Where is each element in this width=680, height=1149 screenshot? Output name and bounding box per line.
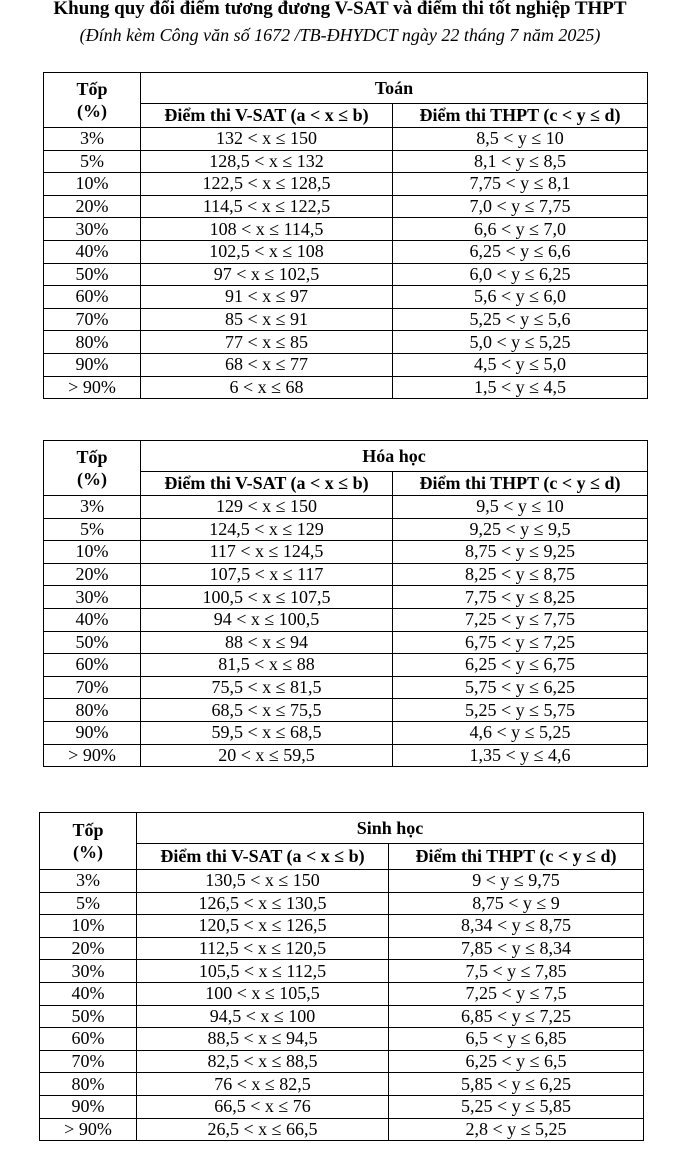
vsat-cell: 75,5 < x ≤ 81,5 <box>141 676 393 699</box>
top-cell: > 90% <box>40 1118 137 1141</box>
thpt-cell: 9,5 < y ≤ 10 <box>393 496 648 519</box>
table-row <box>44 541 648 564</box>
conversion-table-chemistry <box>43 440 648 767</box>
vsat-cell: 97 < x ≤ 102,5 <box>141 263 393 286</box>
top-cell: 90% <box>40 1095 137 1118</box>
top-cell: 30% <box>40 960 137 983</box>
document-title: Khung quy đổi điểm tương đương V-SAT và điểm thi tốt nghiệp THPT <box>53 0 627 19</box>
thpt-cell: 5,25 < y ≤ 5,75 <box>393 699 648 722</box>
thpt-cell: 5,75 < y ≤ 6,25 <box>393 676 648 699</box>
thpt-column-header: Điểm thi THPT (c < y ≤ d) <box>393 472 648 496</box>
top-cell: 40% <box>44 608 141 631</box>
top-cell: 3% <box>44 128 141 151</box>
vsat-cell: 117 < x ≤ 124,5 <box>141 541 393 564</box>
top-cell: 60% <box>44 654 141 677</box>
table-row <box>44 744 648 767</box>
thpt-cell: 8,5 < y ≤ 10 <box>393 128 648 151</box>
top-cell: 5% <box>40 892 137 915</box>
top-cell: 90% <box>44 721 141 744</box>
table-row <box>44 376 648 399</box>
top-cell: 70% <box>44 308 141 331</box>
thpt-cell: 7,0 < y ≤ 7,75 <box>393 195 648 218</box>
top-cell: 10% <box>40 915 137 938</box>
subject-header: Sinh học <box>137 813 644 844</box>
vsat-cell: 81,5 < x ≤ 88 <box>141 654 393 677</box>
vsat-column-header: Điểm thi V-SAT (a < x ≤ b) <box>141 472 393 496</box>
vsat-cell: 94 < x ≤ 100,5 <box>141 608 393 631</box>
thpt-cell: 5,6 < y ≤ 6,0 <box>393 286 648 309</box>
table-row <box>40 1050 644 1073</box>
table-row <box>40 1118 644 1141</box>
table-row <box>40 915 644 938</box>
thpt-cell: 6,25 < y ≤ 6,5 <box>389 1050 644 1073</box>
subject-header: Toán <box>141 73 648 104</box>
top-percent-header: Tốp (%) <box>44 441 141 496</box>
vsat-cell: 107,5 < x ≤ 117 <box>141 563 393 586</box>
vsat-cell: 59,5 < x ≤ 68,5 <box>141 721 393 744</box>
top-percent-header: Tốp (%) <box>40 813 137 870</box>
thpt-cell: 6,25 < y ≤ 6,6 <box>393 240 648 263</box>
table-row <box>40 1028 644 1051</box>
thpt-cell: 7,85 < y ≤ 8,34 <box>389 937 644 960</box>
vsat-cell: 66,5 < x ≤ 76 <box>137 1095 389 1118</box>
vsat-cell: 88 < x ≤ 94 <box>141 631 393 654</box>
thpt-cell: 6,25 < y ≤ 6,75 <box>393 654 648 677</box>
top-cell: 10% <box>44 541 141 564</box>
thpt-cell: 2,8 < y ≤ 5,25 <box>389 1118 644 1141</box>
table-row <box>44 496 648 519</box>
top-cell: 60% <box>40 1028 137 1051</box>
top-percent-header: Tốp (%) <box>44 73 141 128</box>
table-row <box>44 331 648 354</box>
table-row <box>44 676 648 699</box>
vsat-cell: 124,5 < x ≤ 129 <box>141 518 393 541</box>
table-row <box>44 721 648 744</box>
top-cell: 3% <box>44 496 141 519</box>
vsat-cell: 91 < x ≤ 97 <box>141 286 393 309</box>
thpt-cell: 8,25 < y ≤ 8,75 <box>393 563 648 586</box>
vsat-cell: 105,5 < x ≤ 112,5 <box>137 960 389 983</box>
top-cell: 80% <box>44 331 141 354</box>
top-cell: 20% <box>44 563 141 586</box>
table-row <box>44 699 648 722</box>
thpt-cell: 7,25 < y ≤ 7,5 <box>389 982 644 1005</box>
vsat-column-header: Điểm thi V-SAT (a < x ≤ b) <box>137 844 389 870</box>
table-row <box>40 892 644 915</box>
top-cell: 80% <box>44 699 141 722</box>
top-cell: 60% <box>44 286 141 309</box>
top-cell: 5% <box>44 518 141 541</box>
table-row <box>44 654 648 677</box>
top-cell: > 90% <box>44 376 141 399</box>
conversion-table-math <box>43 72 648 399</box>
thpt-cell: 5,25 < y ≤ 5,85 <box>389 1095 644 1118</box>
vsat-cell: 82,5 < x ≤ 88,5 <box>137 1050 389 1073</box>
thpt-cell: 7,5 < y ≤ 7,85 <box>389 960 644 983</box>
vsat-cell: 20 < x ≤ 59,5 <box>141 744 393 767</box>
top-cell: > 90% <box>44 744 141 767</box>
vsat-cell: 126,5 < x ≤ 130,5 <box>137 892 389 915</box>
table-row <box>44 218 648 241</box>
thpt-cell: 7,75 < y ≤ 8,25 <box>393 586 648 609</box>
thpt-cell: 6,85 < y ≤ 7,25 <box>389 1005 644 1028</box>
table-row <box>40 1073 644 1096</box>
table-row <box>44 286 648 309</box>
thpt-cell: 9,25 < y ≤ 9,5 <box>393 518 648 541</box>
top-cell: 10% <box>44 173 141 196</box>
thpt-cell: 6,0 < y ≤ 6,25 <box>393 263 648 286</box>
vsat-cell: 76 < x ≤ 82,5 <box>137 1073 389 1096</box>
thpt-cell: 6,5 < y ≤ 6,85 <box>389 1028 644 1051</box>
vsat-cell: 122,5 < x ≤ 128,5 <box>141 173 393 196</box>
table-row <box>44 240 648 263</box>
table-row <box>44 608 648 631</box>
thpt-column-header: Điểm thi THPT (c < y ≤ d) <box>389 844 644 870</box>
table-row <box>40 982 644 1005</box>
vsat-cell: 129 < x ≤ 150 <box>141 496 393 519</box>
thpt-cell: 5,85 < y ≤ 6,25 <box>389 1073 644 1096</box>
thpt-cell: 8,1 < y ≤ 8,5 <box>393 150 648 173</box>
thpt-cell: 6,75 < y ≤ 7,25 <box>393 631 648 654</box>
vsat-cell: 77 < x ≤ 85 <box>141 331 393 354</box>
top-cell: 20% <box>44 195 141 218</box>
top-cell: 30% <box>44 586 141 609</box>
table-row <box>40 937 644 960</box>
vsat-cell: 6 < x ≤ 68 <box>141 376 393 399</box>
table-row <box>44 150 648 173</box>
vsat-cell: 88,5 < x ≤ 94,5 <box>137 1028 389 1051</box>
table-row <box>44 353 648 376</box>
top-cell: 3% <box>40 870 137 893</box>
vsat-cell: 112,5 < x ≤ 120,5 <box>137 937 389 960</box>
thpt-cell: 8,75 < y ≤ 9 <box>389 892 644 915</box>
table-row <box>44 518 648 541</box>
conversion-table-biology <box>39 812 644 1141</box>
vsat-cell: 26,5 < x ≤ 66,5 <box>137 1118 389 1141</box>
vsat-cell: 94,5 < x ≤ 100 <box>137 1005 389 1028</box>
table-row <box>44 128 648 151</box>
thpt-cell: 4,6 < y ≤ 5,25 <box>393 721 648 744</box>
top-cell: 90% <box>44 353 141 376</box>
top-cell: 50% <box>40 1005 137 1028</box>
vsat-cell: 68 < x ≤ 77 <box>141 353 393 376</box>
top-cell: 40% <box>44 240 141 263</box>
table-row <box>44 308 648 331</box>
vsat-cell: 130,5 < x ≤ 150 <box>137 870 389 893</box>
table-row <box>44 631 648 654</box>
top-cell: 70% <box>40 1050 137 1073</box>
table-row <box>44 563 648 586</box>
thpt-cell: 5,25 < y ≤ 5,6 <box>393 308 648 331</box>
top-cell: 30% <box>44 218 141 241</box>
top-cell: 50% <box>44 631 141 654</box>
thpt-cell: 7,75 < y ≤ 8,1 <box>393 173 648 196</box>
thpt-cell: 1,35 < y ≤ 4,6 <box>393 744 648 767</box>
vsat-cell: 100 < x ≤ 105,5 <box>137 982 389 1005</box>
top-cell: 50% <box>44 263 141 286</box>
table-row <box>44 263 648 286</box>
top-cell: 70% <box>44 676 141 699</box>
vsat-cell: 132 < x ≤ 150 <box>141 128 393 151</box>
table-row <box>44 195 648 218</box>
table-row <box>40 960 644 983</box>
thpt-cell: 4,5 < y ≤ 5,0 <box>393 353 648 376</box>
vsat-column-header: Điểm thi V-SAT (a < x ≤ b) <box>141 104 393 128</box>
thpt-cell: 1,5 < y ≤ 4,5 <box>393 376 648 399</box>
subject-header: Hóa học <box>141 441 648 472</box>
vsat-cell: 68,5 < x ≤ 75,5 <box>141 699 393 722</box>
table-row <box>44 173 648 196</box>
table-row <box>40 1005 644 1028</box>
thpt-cell: 7,25 < y ≤ 7,75 <box>393 608 648 631</box>
vsat-cell: 108 < x ≤ 114,5 <box>141 218 393 241</box>
vsat-cell: 114,5 < x ≤ 122,5 <box>141 195 393 218</box>
top-cell: 20% <box>40 937 137 960</box>
table-row <box>44 586 648 609</box>
table-row <box>40 870 644 893</box>
vsat-cell: 102,5 < x ≤ 108 <box>141 240 393 263</box>
document-subtitle: (Đính kèm Công văn số 1672 /TB-ĐHYDCT ngày 22 tháng 7 năm 2025) <box>79 25 601 45</box>
vsat-cell: 100,5 < x ≤ 107,5 <box>141 586 393 609</box>
vsat-cell: 85 < x ≤ 91 <box>141 308 393 331</box>
thpt-cell: 9 < y ≤ 9,75 <box>389 870 644 893</box>
table-row <box>40 1095 644 1118</box>
thpt-cell: 8,75 < y ≤ 9,25 <box>393 541 648 564</box>
vsat-cell: 128,5 < x ≤ 132 <box>141 150 393 173</box>
top-cell: 40% <box>40 982 137 1005</box>
top-cell: 80% <box>40 1073 137 1096</box>
top-cell: 5% <box>44 150 141 173</box>
thpt-cell: 5,0 < y ≤ 5,25 <box>393 331 648 354</box>
thpt-cell: 6,6 < y ≤ 7,0 <box>393 218 648 241</box>
thpt-cell: 8,34 < y ≤ 8,75 <box>389 915 644 938</box>
thpt-column-header: Điểm thi THPT (c < y ≤ d) <box>393 104 648 128</box>
vsat-cell: 120,5 < x ≤ 126,5 <box>137 915 389 938</box>
